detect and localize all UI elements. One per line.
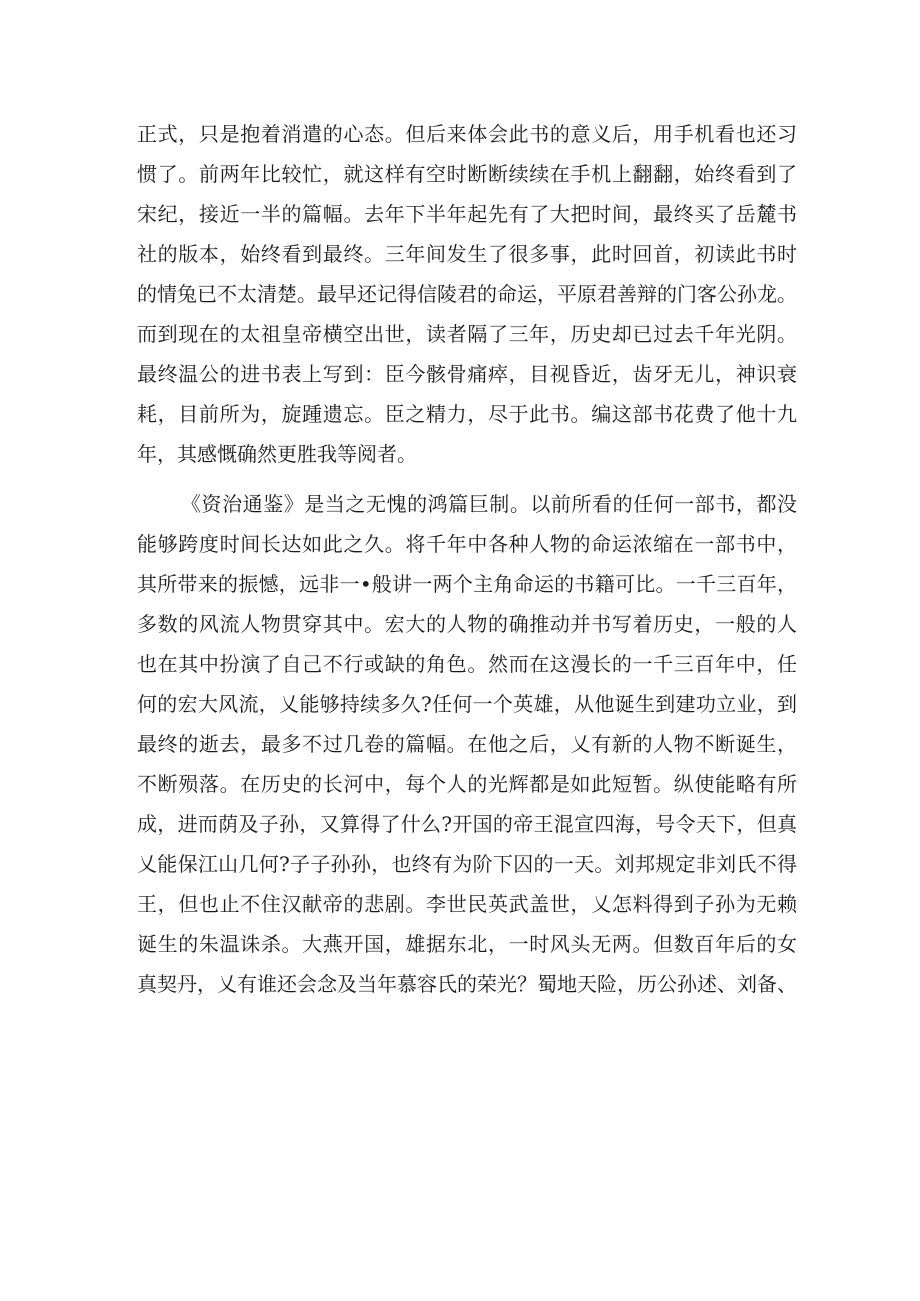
text-line: 也在其中扮演了自己不行或缺的角色。然而在这漫长的一千三百年中，任 (137, 652, 797, 676)
text-line: 其所带来的振憾，远非一•般讲一两个主角命运的书籍可比。一千三百年， (137, 572, 797, 596)
text-line: 宋纪，接近一半的篇幅。去年下半年起先有了大把时间，最终买了岳麓书 (137, 202, 797, 226)
text-line: 的情兔已不太清楚。最早还记得信陵君的命运，平原君善辩的门客公孙龙。 (137, 282, 797, 306)
paragraph-gap (137, 474, 797, 484)
text-line: 能够跨度时间长达如此之久。将千年中各种人物的命运浓缩在一部书中， (137, 532, 797, 556)
text-line: 最终的逝去，最多不过几卷的篇幅。在他之后，乂有新的人物不断诞生， (137, 732, 797, 756)
text-line: 社的版本，始终看到最终。三年间发生了很多事，此时回首，初读此书时 (137, 242, 797, 266)
text-line: 惯了。前两年比较忙，就这样有空时断断续续在手机上翻翻，始终看到了 (137, 162, 797, 186)
text-line: 诞生的朱温诛杀。大燕开国，雄据东北，一时风头无两。但数百年后的女 (137, 932, 797, 956)
paragraph-2 (137, 484, 797, 1004)
text-line: 正式，只是抱着消遣的心态。但后来体会此书的意义后，用手机看也还习 (137, 122, 797, 146)
text-line: 多数的风流人物贯穿其中。宏大的人物的确推动并书写着历史，一般的人 (137, 612, 797, 636)
text-line: 何的宏大风流，乂能够持续多久?任何一个英雄，从他诞生到建功立业，到 (137, 692, 797, 716)
text-line: 真契丹，乂有谁还会念及当年慕容氏的荣光？蜀地天险，历公孙述、刘备、 (137, 972, 797, 996)
text-line: 而到现在的太祖皇帝横空出世，读者隔了三年，历史却已过去千年光阴。 (137, 322, 797, 346)
text-line: 不断殒落。在历史的长河中，每个人的光辉都是如此短暂。纵使能略有所 (137, 772, 797, 796)
text-line: 王，但也止不住汉献帝的悲剧。李世民英武盖世，乂怎料得到子孙为无赖 (137, 892, 797, 916)
document-body (137, 114, 797, 1004)
text-line: 耗，目前所为，旋踵遗忘。臣之精力，尽于此书。编这部书花费了他十九 (137, 402, 797, 426)
paragraph-1 (137, 114, 797, 474)
text-line: 《资治通鉴》是当之无愧的鸿篇巨制。以前所看的任何一部书，都没 (181, 492, 797, 516)
text-line: 成，进而荫及子孙，又算得了什么?开国的帝王混宣四海，号令天下，但真 (137, 812, 797, 836)
text-line: 年，其感慨确然更胜我等阅者。 (137, 442, 417, 466)
text-line: 最终温公的进书表上写到：臣今骸骨痛瘁，目视昏近，齿牙无儿，神识衰 (137, 362, 797, 386)
text-line: 乂能保江山几何?子子孙孙，也终有为阶下囚的一天。刘邦规定非刘氏不得 (137, 852, 797, 876)
